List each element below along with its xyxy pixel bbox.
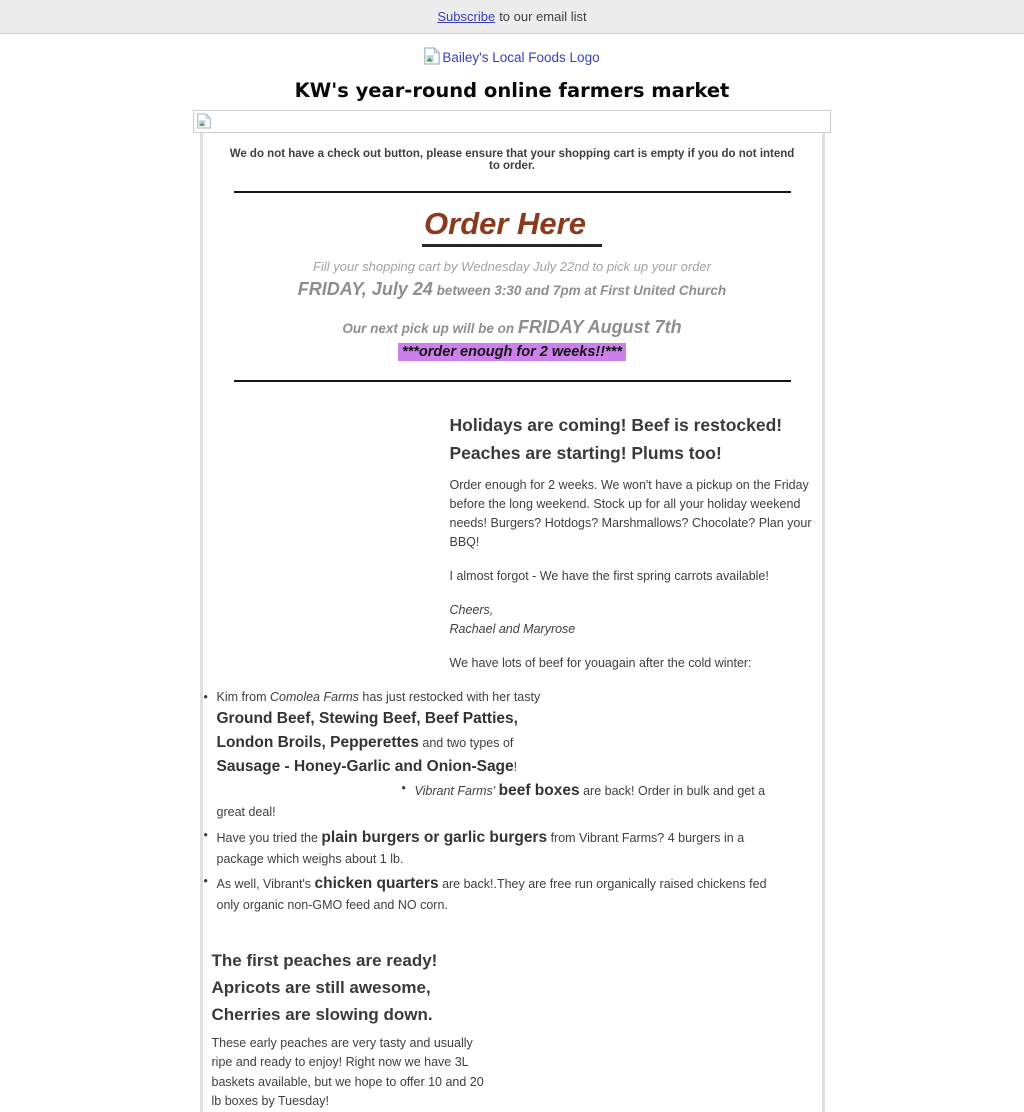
peaches-heading-line2: Apricots are still awesome,: [211, 977, 431, 997]
bullet1-farm: Comolea Farms: [269, 690, 359, 704]
bullet1-sausage: Sausage - Honey-Garlic and Onion-Sage: [216, 758, 514, 776]
newsletter-body: [200, 133, 825, 1112]
divider: [234, 191, 791, 193]
banner-image-placeholder: [193, 110, 831, 133]
list-item: [203, 826, 771, 869]
subscribe-bar: [0, 0, 1024, 34]
bullet1-products: Ground Beef, Stewing Beef, Beef Patties, London Broils, Pepperettes: [216, 710, 518, 752]
bullet1-text: has just restocked with her tasty: [358, 690, 541, 704]
bullet3-product: plain burgers or garlic burgers: [321, 828, 548, 846]
article-para1: Order enough for 2 weeks. We won't have a pickup on the Friday before the long weekend. Stock up for all your holiday weekend needs! Burgers? Hotdogs? Marshmallows? Chocolate? Plan your BBQ!: [449, 478, 812, 549]
next-pickup-line: [203, 317, 822, 338]
order-enough-highlight: ***order enough for 2 weeks!!***: [398, 343, 626, 361]
checkout-notice: We do not have a check out button, please ensure that your shopping cart is empty if you do not intend to order.: [229, 148, 795, 172]
divider: [234, 380, 791, 382]
article-para3: We have lots of beef for youagain after the cold winter:: [449, 656, 752, 670]
order-here-link[interactable]: Order Here: [422, 206, 602, 247]
peaches-para: These early peaches are very tasty and usually ripe and ready to enjoy! Right now we have 3L baskets available, but we hope to offer 10 and 20 lb boxes by Tuesday!: [211, 1035, 484, 1109]
list-item: [203, 872, 771, 915]
article-heading-line1: Holidays are coming! Beef is restocked!: [449, 415, 783, 435]
article-heading-line2: Peaches are starting! Plums too!: [449, 442, 722, 463]
bullet2-text: are back! Order in bulk and get a great deal!: [216, 784, 766, 820]
pickup-time-place: between 3:30 and 7pm at First United Church: [436, 283, 727, 298]
peaches-heading-line1: The first peaches are ready!: [211, 950, 438, 970]
next-pickup-label: Our next pick up will be on: [342, 321, 518, 336]
next-pickup-date: FRIDAY August 7th: [517, 317, 682, 337]
list-item: [203, 688, 575, 779]
article-section: [450, 412, 812, 673]
logo-alt-text: Bailey's Local Foods Logo: [442, 50, 600, 65]
bullet4-product: chicken quarters: [314, 875, 439, 893]
broken-image-icon: [424, 47, 440, 68]
bullet4-text: are back!.They are free run organically raised chickens fed only organic non-GMO feed and NO corn.: [216, 877, 767, 913]
list-item: [203, 779, 771, 822]
subscribe-bar-text: to our email list: [499, 9, 587, 24]
article-para2: I almost forgot - We have the first spring carrots available!: [449, 569, 769, 583]
peaches-section: [212, 947, 492, 1112]
bullet3-text: from Vibrant Farms? 4 burgers in a package which weighs about 1 lb.: [216, 830, 745, 866]
peaches-heading-line3: Cherries are slowing down.: [211, 1004, 433, 1024]
signoff-line1: Cheers,: [449, 603, 494, 617]
article-heading: [450, 412, 812, 467]
beef-list-part2: [203, 779, 771, 915]
logo-link[interactable]: [0, 47, 1024, 68]
subscribe-link[interactable]: Subscribe: [437, 9, 496, 24]
bullet1-text: and two types of: [418, 736, 514, 751]
signoff: [450, 601, 812, 639]
bullet2-farm: Vibrant Farms': [414, 784, 499, 799]
signoff-line2: Rachael and Maryrose: [449, 622, 576, 636]
pickup-date-line: [203, 279, 822, 300]
bullet3-text: Have you tried the: [216, 830, 322, 845]
page-title: KW's year-round online farmers market: [294, 79, 730, 102]
bullet1-text: Kim from: [216, 690, 270, 704]
bullet4-text: As well, Vibrant's: [216, 877, 315, 892]
peaches-heading: [212, 947, 492, 1028]
pickup-date: FRIDAY, July 24: [297, 279, 433, 299]
beef-list-part1: [203, 688, 575, 779]
broken-image-icon: [197, 113, 211, 134]
bullet2-product: beef boxes: [498, 782, 580, 800]
order-instruction: Fill your shopping cart by Wednesday July 22nd to pick up your order: [313, 259, 711, 274]
bullet1-text: !: [513, 760, 518, 775]
